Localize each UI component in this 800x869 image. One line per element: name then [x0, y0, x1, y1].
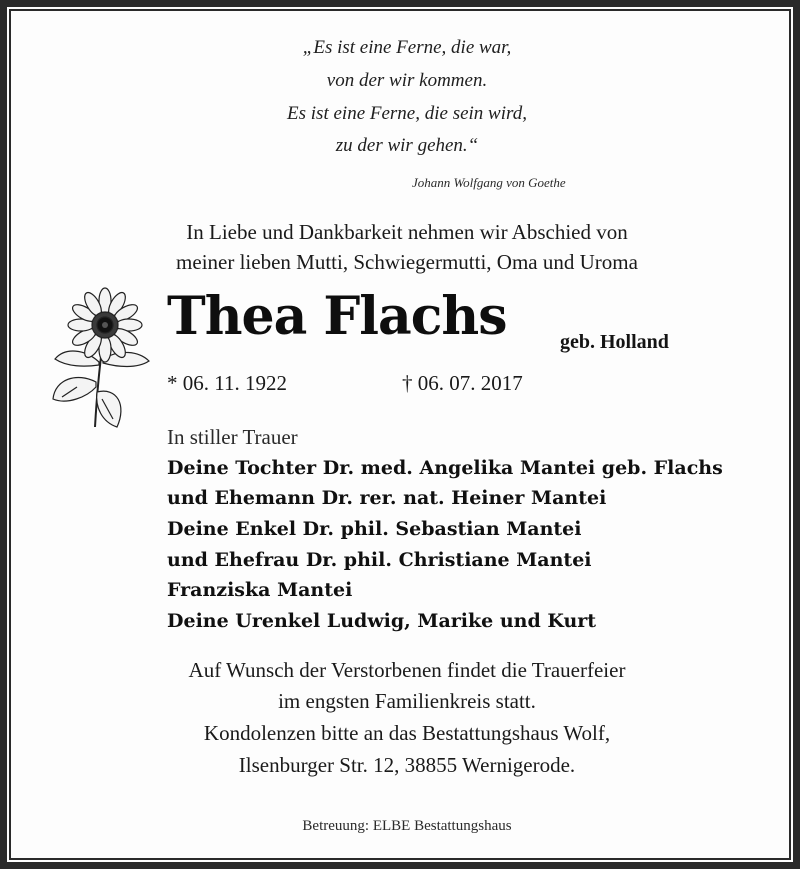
closing-line: Kondolenzen bitte an das Bestattungshaus Wolf,: [203, 721, 611, 745]
sunflower-icon: [47, 287, 162, 432]
mourners-heading: In stiller Trauer: [167, 425, 298, 449]
mourner-line: Franziska Mantei: [167, 579, 353, 601]
mourner-line: und Ehefrau Dr. phil. Christiane Mantei: [167, 549, 592, 571]
maiden-name: geb. Holland: [560, 331, 669, 353]
footer-credit: Betreuung: ELBE Bestattungshaus: [302, 818, 512, 834]
mourner-line: Deine Urenkel Ludwig, Marike und Kurt: [167, 610, 597, 632]
closing-line: im engsten Familienkreis statt.: [278, 689, 536, 713]
mourner-line: Deine Tochter Dr. med. Angelika Mantei geb. Flachs: [167, 457, 723, 479]
quote-line: von der wir kommen.: [326, 70, 488, 91]
intro-line: meiner lieben Mutti, Schwiegermutti, Oma und Uroma: [176, 250, 638, 274]
quote-line: Es ist eine Ferne, die sein wird,: [287, 103, 527, 124]
closing-line: Auf Wunsch der Verstorbenen findet die Trauerfeier: [188, 658, 626, 682]
mourner-line: Deine Enkel Dr. phil. Sebastian Mantei: [167, 518, 582, 540]
deceased-name: Thea Flachs: [167, 286, 507, 347]
quote-line: zu der wir gehen.“: [335, 135, 479, 156]
closing-line: Ilsenburger Str. 12, 38855 Wernigerode.: [238, 753, 576, 777]
intro-line: In Liebe und Dankbarkeit nehmen wir Abschied von: [186, 220, 628, 244]
mourner-line: und Ehemann Dr. rer. nat. Heiner Mantei: [167, 487, 607, 509]
quote-author: Johann Wolfgang von Goethe: [412, 175, 566, 190]
birth-date: * 06. 11. 1922: [167, 371, 287, 395]
death-date: † 06. 07. 2017: [402, 371, 523, 395]
quote-line: „Es ist eine Ferne, die war,: [302, 37, 512, 58]
